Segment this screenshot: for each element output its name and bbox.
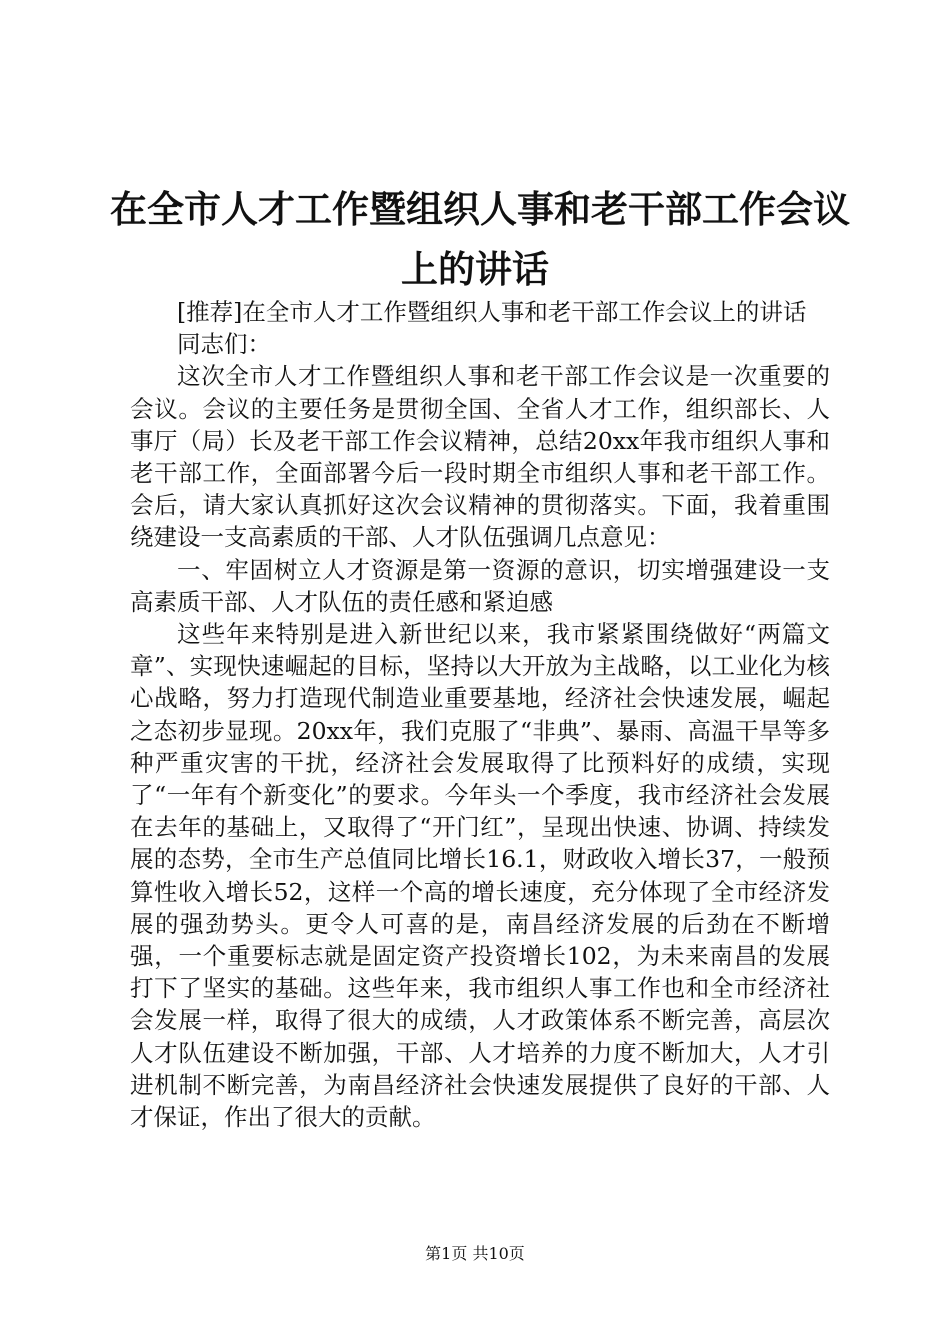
document-body bbox=[130, 296, 830, 1133]
body-paragraph: 这些年来特别是进入新世纪以来，我市紧紧围绕做好“两篇文章”、实现快速崛起的目标，坚持以大开放为主战略，以工业化为核心战略，努力打造现代制造业重要基地，经济社会快速发展，崛起之态初步显现。20xx年，我们克服了“非典”、暴雨、高温干旱等多种严重灾害的干扰，经济社会发展取得了比预料好的成绩，实现了“一年有个新变化”的要求。今年头一个季度，我市经济社会发展在去年的基础上，又取得了“开门红”，呈现出快速、协调、持续发展的态势，全市生产总值同比增长16.1，财政收入增长37，一般预算性收入增长52，这样一个高的增长速度，充分体现了全市经济发展的强劲势头。更令人可喜的是，南昌经济发展的后劲在不断增强，一个重要标志就是固定资产投资增长102，为未来南昌的发展打下了坚实的基础。这些年来，我市组织人事工作也和全市经济社会发展一样，取得了很大的成绩，人才政策体系不断完善，高层次人才队伍建设不断加强，干部、人才培养的力度不断加大，人才引进机制不断完善，为南昌经济社会快速发展提供了良好的干部、人才保证，作出了很大的贡献。 bbox=[130, 620, 830, 1132]
document-title-line-1: 在全市人才工作暨组织人事和老干部工作会议 bbox=[110, 188, 850, 231]
document-title-line-2: 上的讲话 bbox=[401, 248, 549, 291]
section-heading: 一、牢固树立人才资源是第一资源的意识，切实增强建设一支高素质干部、人才队伍的责任感和紧迫感 bbox=[130, 555, 830, 616]
salutation: 同志们： bbox=[177, 330, 271, 359]
body-paragraph: 这次全市人才工作暨组织人事和老干部工作会议是一次重要的会议。会议的主要任务是贯彻全国、全省人才工作，组织部长、人事厅（局）长及老干部工作会议精神，总结20xx年我市组织人事和老干部工作，全面部署今后一段时期全市组织人事和老干部工作。会后，请大家认真抓好这次会议精神的贯彻落实。下面，我着重围绕建设一支高素质的干部、人才队伍强调几点意见： bbox=[130, 362, 830, 552]
page-footer: 第1页 共10页 bbox=[425, 1244, 525, 1263]
intro-paragraph: [推荐]在全市人才工作暨组织人事和老干部工作会议上的讲话 bbox=[177, 298, 807, 326]
